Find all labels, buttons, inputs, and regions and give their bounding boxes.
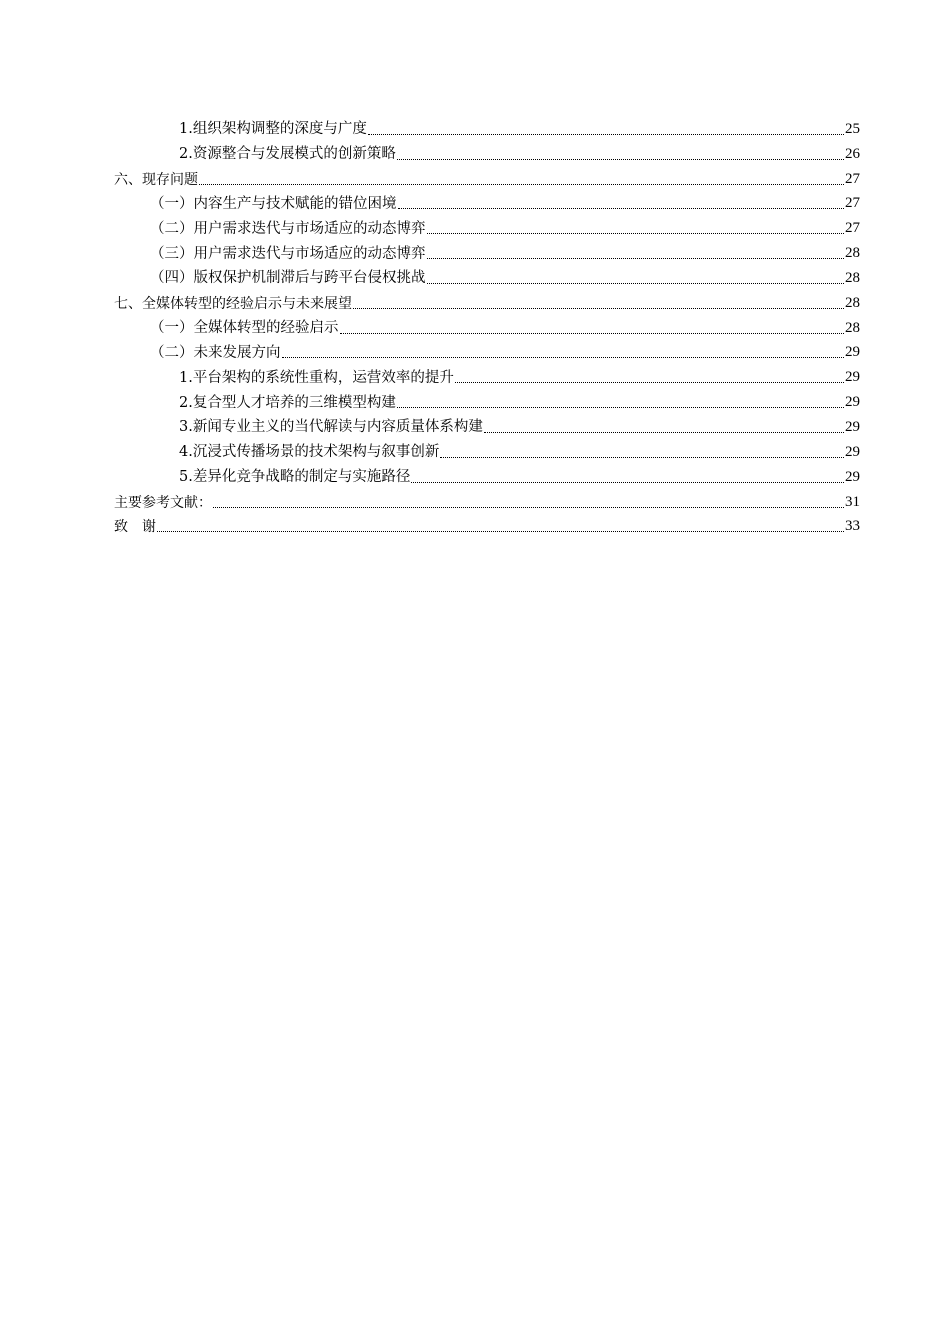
toc-entry[interactable] (114, 238, 860, 263)
toc-entry[interactable] (114, 362, 860, 387)
toc-dot-leader (411, 482, 844, 483)
toc-dot-leader (353, 308, 844, 309)
toc-entry-title: 4.沉浸式传播场景的技术架构与叙事创新 (179, 444, 440, 461)
toc-page-number: 27 (845, 170, 860, 187)
toc-entry-title: 1.平台架构的系统性重构，运营效率的提升 (179, 369, 454, 386)
toc-dot-leader (455, 382, 844, 383)
toc-page-number: 26 (845, 145, 860, 162)
toc-dot-leader (427, 283, 845, 284)
toc-entry-title: （二）未来发展方向 (150, 344, 281, 361)
toc-page-number: 28 (845, 269, 860, 286)
toc-entry[interactable] (114, 114, 860, 139)
toc-dot-leader (397, 159, 844, 160)
toc-page-number: 27 (845, 220, 860, 237)
toc-page-number: 29 (845, 418, 860, 435)
toc-entry[interactable] (114, 462, 860, 487)
toc-entry[interactable] (114, 437, 860, 462)
toc-entry-title: 2.资源整合与发展模式的创新策略 (179, 146, 396, 163)
toc-entry-title: 5.差异化竞争战略的制定与实施路径 (179, 469, 411, 486)
toc-entry[interactable] (114, 512, 860, 537)
toc-entry[interactable] (114, 487, 860, 512)
toc-entry-title: （一）内容生产与技术赋能的错位困境 (150, 195, 397, 212)
toc-entry[interactable] (114, 139, 860, 164)
toc-entry[interactable] (114, 164, 860, 189)
toc-entry[interactable] (114, 387, 860, 412)
toc-dot-leader (282, 357, 845, 358)
toc-entry-title: 主要参考文献： (114, 494, 212, 511)
toc-entry-title: （四）版权保护机制滞后与跨平台侵权挑战 (150, 270, 426, 287)
toc-dot-leader (427, 258, 845, 259)
toc-page-number: 28 (845, 245, 860, 262)
toc-entry-title: 致 谢 (114, 519, 156, 536)
toc-page-number: 29 (845, 369, 860, 386)
toc-entry[interactable] (114, 412, 860, 437)
toc-entry[interactable] (114, 263, 860, 288)
toc-page-number: 29 (845, 443, 860, 460)
toc-entry[interactable] (114, 338, 860, 363)
toc-page-number: 28 (845, 294, 860, 311)
toc-page-number: 29 (845, 344, 860, 361)
toc-entry-title: （三）用户需求迭代与市场适应的动态博弈 (150, 245, 426, 262)
toc-dot-leader (368, 134, 844, 135)
toc-entry-title: （二）用户需求迭代与市场适应的动态博弈 (150, 220, 426, 237)
toc-page-number: 28 (845, 319, 860, 336)
toc-entry[interactable] (114, 213, 860, 238)
toc-dot-leader (484, 432, 844, 433)
toc-page-number: 29 (845, 468, 860, 485)
toc-dot-leader (397, 407, 844, 408)
toc-entry-title: 3.新闻专业主义的当代解读与内容质量体系构建 (179, 419, 483, 436)
toc-entry-title: 1.组织架构调整的深度与广度 (179, 121, 367, 138)
toc-dot-leader (427, 233, 845, 234)
toc-entry[interactable] (114, 189, 860, 214)
toc-page-number: 25 (845, 120, 860, 137)
toc-entry[interactable] (114, 313, 860, 338)
table-of-contents (114, 114, 860, 536)
toc-dot-leader (157, 531, 844, 532)
toc-page-number: 29 (845, 394, 860, 411)
toc-dot-leader (199, 184, 844, 185)
toc-dot-leader (213, 507, 844, 508)
toc-entry-title: （一）全媒体转型的经验启示 (150, 320, 339, 337)
toc-entry-title: 2.复合型人才培养的三维模型构建 (179, 394, 396, 411)
toc-dot-leader (340, 333, 845, 334)
toc-dot-leader (440, 457, 844, 458)
toc-entry-title: 六、现存问题 (114, 171, 198, 188)
toc-page-number: 33 (845, 518, 860, 535)
toc-page-number: 31 (845, 493, 860, 510)
toc-dot-leader (398, 208, 845, 209)
toc-page-number: 27 (845, 195, 860, 212)
toc-entry[interactable] (114, 288, 860, 313)
toc-entry-title: 七、全媒体转型的经验启示与未来展望 (114, 295, 352, 312)
